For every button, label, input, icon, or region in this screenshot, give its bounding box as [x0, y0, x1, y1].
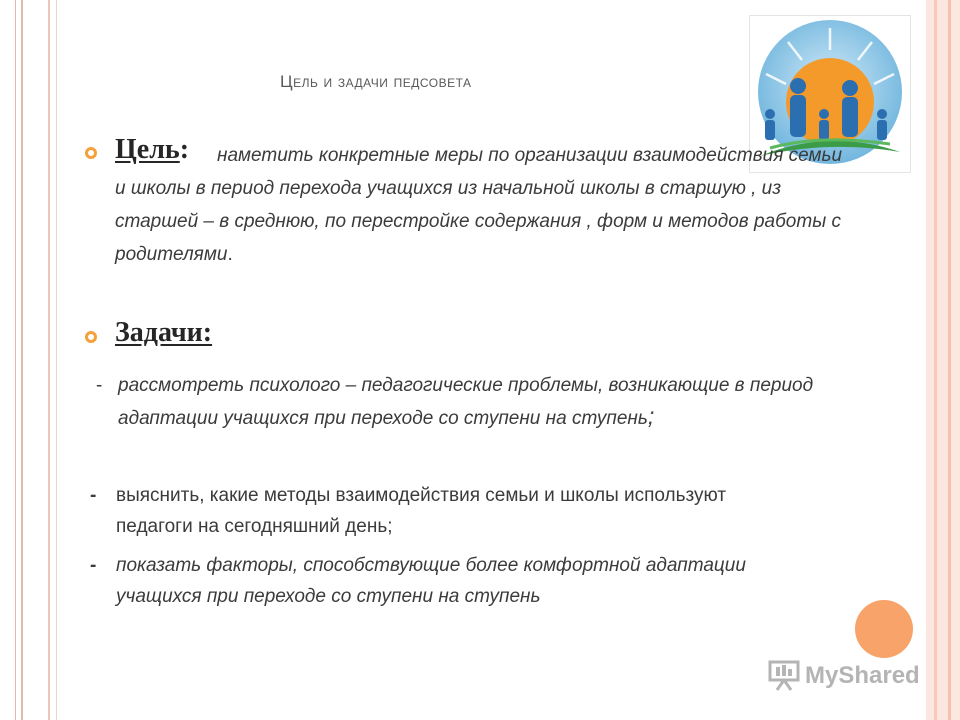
- list-item-text-1: выяснить, какие методы взаимодействия семьи и школы используют педагоги на сегодняшний день;: [116, 485, 727, 537]
- bullet-icon: [85, 147, 97, 159]
- goal-label: Цель: [115, 134, 180, 165]
- slide-title: [280, 72, 620, 92]
- frame-line: [56, 0, 57, 720]
- frame-line: [21, 0, 23, 720]
- bullet-icon: [85, 331, 97, 343]
- goal-period: .: [227, 244, 233, 265]
- list-item: [96, 370, 836, 434]
- watermark: [767, 655, 927, 695]
- list-item-text-0: рассмотреть психолого – педагогические проблемы, возникающие в период адаптации учащихся при переходе со ступени на ступень: [118, 375, 814, 429]
- tasks-label: Задачи:: [115, 317, 213, 348]
- list-item-end: ;: [647, 403, 655, 429]
- projector-screen-icon: [767, 659, 801, 691]
- slide-title-text: Цель и задачи педсовета: [280, 72, 472, 91]
- list-dash: -: [90, 485, 97, 506]
- goal-text: наметить конкретные меры по организации взаимодействия семьи и школы в период перехода учащихся из начальной школы в старшую , из старшей – в среднюю, по перестройке содержания , форм и методов работы с родителями: [115, 145, 843, 265]
- goal-colon: :: [179, 134, 190, 165]
- list-item: [90, 550, 810, 612]
- decorative-circle: [855, 600, 913, 658]
- list-item-text-2: показать факторы, способствующие более комфортной адаптации учащихся при переходе со ступени на ступень: [116, 555, 746, 607]
- list-item-text: [96, 370, 836, 434]
- tasks-heading: [115, 317, 212, 349]
- list-dash: -: [96, 375, 103, 396]
- list-dash: -: [90, 555, 97, 576]
- frame-line: [15, 0, 16, 720]
- goal-paragraph: [115, 139, 855, 271]
- right-decorative-band: [926, 0, 960, 720]
- list-item: [90, 480, 790, 542]
- watermark-text: MyShared: [805, 662, 920, 689]
- frame-line: [48, 0, 50, 720]
